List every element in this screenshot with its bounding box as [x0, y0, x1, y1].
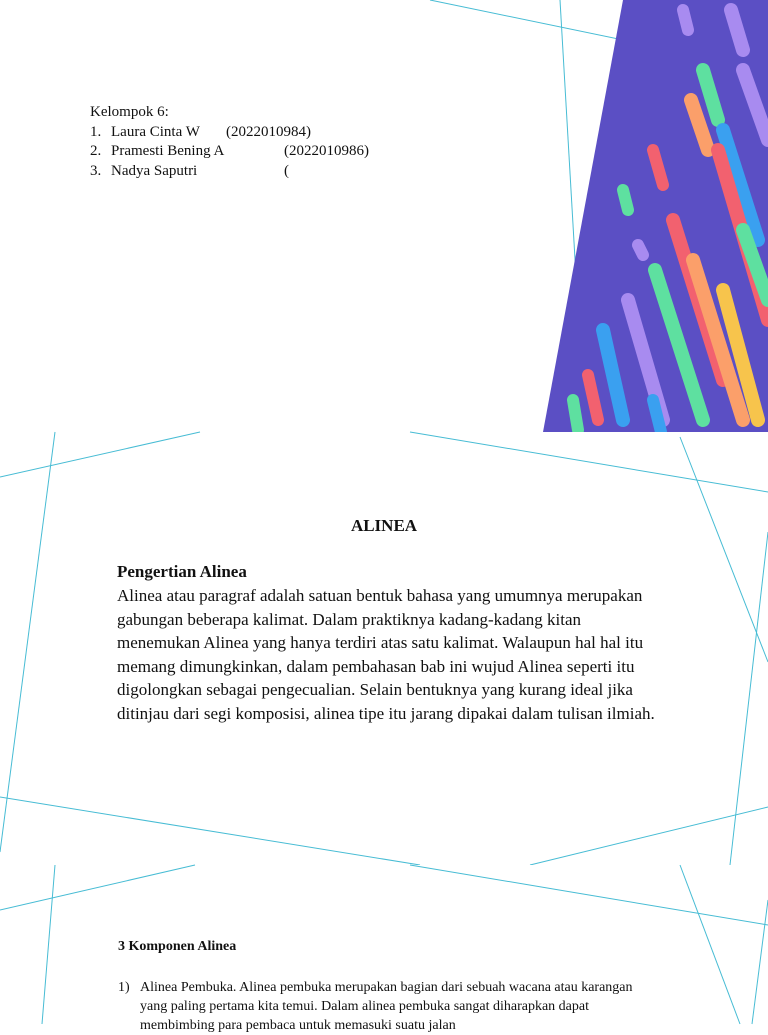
slide-1: [0, 0, 768, 432]
member-name: Nadya Saputri: [111, 162, 198, 179]
slide-3: [0, 865, 768, 1033]
member-number: 2.: [90, 143, 102, 159]
list-item: [118, 978, 658, 1035]
member-id: (2022010984): [226, 123, 311, 140]
member-name: Pramesti Bening A: [111, 143, 225, 159]
member-row: [90, 123, 369, 143]
member-number: 1.: [90, 123, 102, 140]
list-number: 1): [118, 980, 130, 995]
list-item-text: Alinea Pembuka. Alinea pembuka merupakan bagian dari sebuah wacana atau karangan yang paling pertama kita temui. Dalam alinea pembuka sangat diharapkan dapat membimbing para pembaca untuk memasuki suatu jalan: [140, 980, 633, 1033]
member-row: [90, 162, 369, 182]
member-row: [90, 142, 369, 162]
section-heading: 3 Komponen Alinea: [118, 939, 237, 954]
member-name: Laura Cinta W: [111, 123, 200, 140]
member-id: (: [284, 162, 289, 179]
definition-paragraph: Alinea atau paragraf adalah satuan bentuk bahasa yang umumnya merupakan gabungan beberapa kalimat. Dalam praktiknya kadang-kadang kitan menemukan Alinea yang hanya terdiri atas satu kalimat. Walaupun hal hal itu memang dimungkinkan, dalam pembahasan bab ini wujud Alinea seperti itu digolongkan sebagai pengecualian. Selain bentuknya yang kurang ideal jika ditinjau dari segi komposisi, alinea tipe itu jarang dipakai dalam tulisan ilmiah.: [117, 586, 655, 723]
colorful-pattern-art: [543, 0, 768, 432]
group-label: Kelompok 6:: [90, 104, 169, 120]
slide-2: [0, 432, 768, 865]
member-number: 3.: [90, 162, 102, 179]
group-members: [90, 103, 369, 181]
slide-title: ALINEA: [350, 516, 418, 535]
section-subheading: Pengertian Alinea: [117, 562, 247, 581]
member-id: (2022010986): [284, 143, 369, 159]
